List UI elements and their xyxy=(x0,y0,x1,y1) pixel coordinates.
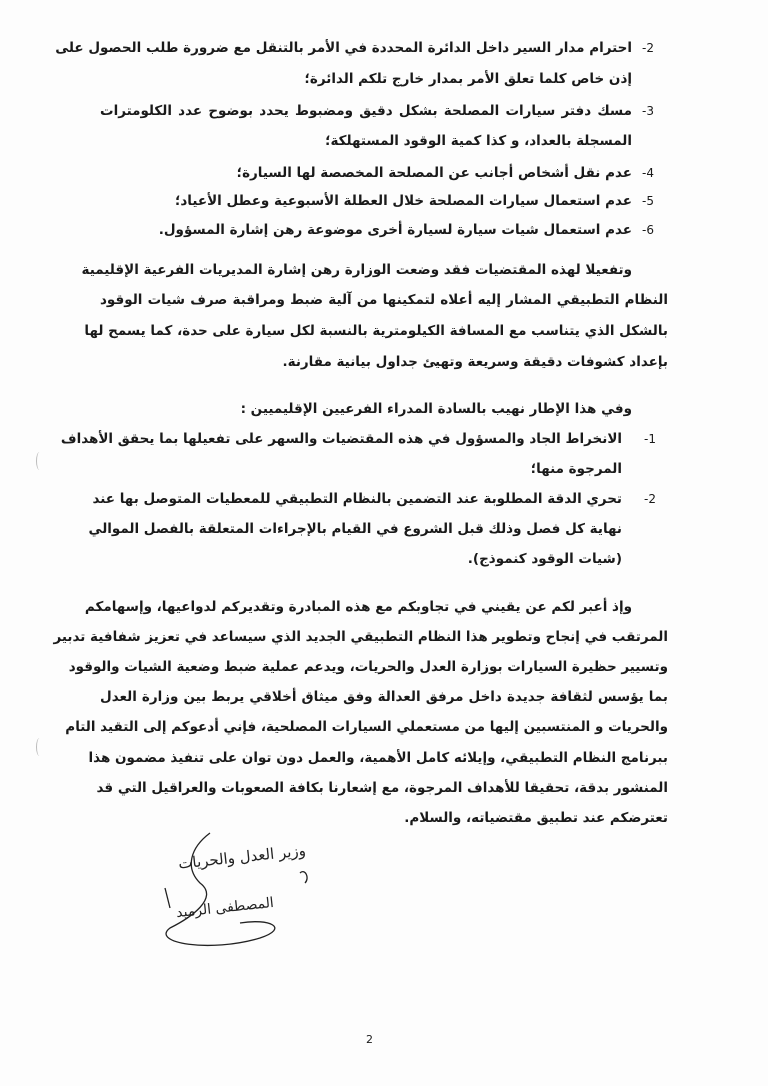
paragraph-line: وتسيير حظيرة السيارات بوزارة العدل والحريات، ويدعم عملية ضبط وضعية الشيات والوقود xyxy=(68,659,668,675)
list-number: -6 xyxy=(642,223,654,237)
paragraph-line: النظام التطبيقي المشار إليه أعلاه لتمكينها من آلية ضبط ومراقبة صرف شيات الوقود xyxy=(100,292,668,308)
paragraph-line: ببرنامج النظام التطبيقي، وإيلائه كامل الأهمية، والعمل دون توان على تنفيذ مضمون هذا xyxy=(88,750,668,766)
list-number: -5 xyxy=(642,194,654,208)
list-item-line: مسك دفتر سيارات المصلحة بشكل دقيق ومضبوط يحدد بوضوح عدد الكلومترات xyxy=(100,103,632,119)
section-intro: وفي هذا الإطار نهيب بالسادة المدراء الفرعيين الإقليميين : xyxy=(240,401,632,417)
list-number: -1 xyxy=(644,432,656,446)
scan-mark xyxy=(36,738,43,756)
list-number: -3 xyxy=(642,104,654,118)
paragraph-line: تعترضكم عند تطبيق مقتضياته، والسلام. xyxy=(404,810,668,826)
scan-mark xyxy=(36,452,43,470)
list-item-line: عدم نقل أشخاص أجانب عن المصلحة المخصصة لها السيارة؛ xyxy=(236,165,632,181)
paragraph-line: المرتقب في إنجاح وتطوير هذا النظام التطبيقي الجديد الذي سيساعد في تعزيز شفافية تدبير xyxy=(53,629,668,645)
list-item-line: الانخراط الجاد والمسؤول في هذه المقتضيات والسهر على تفعيلها بما يحقق الأهداف xyxy=(60,431,622,447)
list-number: -2 xyxy=(642,41,654,55)
paragraph-line: بما يؤسس لثقافة جديدة داخل مرفق العدالة وفق ميثاق أخلاقي يربط بين وزارة العدل xyxy=(100,689,668,705)
list-number: -2 xyxy=(644,492,656,506)
paragraph-line: المنشور بدقة، تحقيقا للأهداف المرجوة، مع إشعارنا بكافة الصعوبات والعراقيل التي قد xyxy=(96,780,668,796)
list-item-line: المسجلة بالعداد، و كذا كمية الوقود المستهلكة؛ xyxy=(325,133,632,149)
paragraph-line: وإذ أعبر لكم عن يقيني في تجاوبكم مع هذه المبادرة وتقديركم لدواعيها، وإسهامكم xyxy=(84,599,632,615)
list-item-line: (شيات الوقود كنموذج). xyxy=(467,551,622,567)
paragraph-line: وتفعيلا لهذه المقتضيات فقد وضعت الوزارة رهن إشارة المديريات الفرعية الإقليمية xyxy=(81,262,632,278)
list-item-line: تحري الدقة المطلوبة عند التضمين بالنظام التطبيقي للمعطيات المتوصل بها عند xyxy=(92,491,622,507)
list-item-line: عدم استعمال سيارات المصلحة خلال العطلة الأسبوعية وعطل الأعياد؛ xyxy=(174,193,632,209)
list-number: -4 xyxy=(642,166,654,180)
paragraph-line: والحريات و المنتسبين إليها من مستعملي السيارات المصلحية، فإني أدعوكم إلى التقيد التام xyxy=(65,719,668,735)
list-item-line: المرجوة منها؛ xyxy=(530,461,622,477)
signature-name: المصطفى الرميد xyxy=(175,894,275,922)
list-item-line: عدم استعمال شيات سيارة لسيارة أخرى موضوعة رهن إشارة المسؤول. xyxy=(158,222,632,238)
paragraph-line: بإعداد كشوفات دقيقة وسريعة وتهيئ جداول بيانية مقارنة. xyxy=(282,354,668,370)
list-item-line: نهاية كل فصل وذلك قبل الشروع في القيام بالإجراءات المتعلقة بالفصل الموالي xyxy=(88,521,622,537)
page-number: 2 xyxy=(366,1033,373,1046)
signature-title: وزير العدل والحريات xyxy=(177,841,307,873)
list-item-line: إذن خاص كلما تعلق الأمر بمدار خارج تلكم الدائرة؛ xyxy=(304,71,632,87)
paragraph-line: بالشكل الذي يتناسب مع المسافة الكيلومترية بالنسبة لكل سيارة على حدة، كما يسمح لها xyxy=(84,323,668,339)
list-item-line: احترام مدار السير داخل الدائرة المحددة في الأمر بالتنقل مع ضرورة طلب الحصول على xyxy=(55,40,632,56)
